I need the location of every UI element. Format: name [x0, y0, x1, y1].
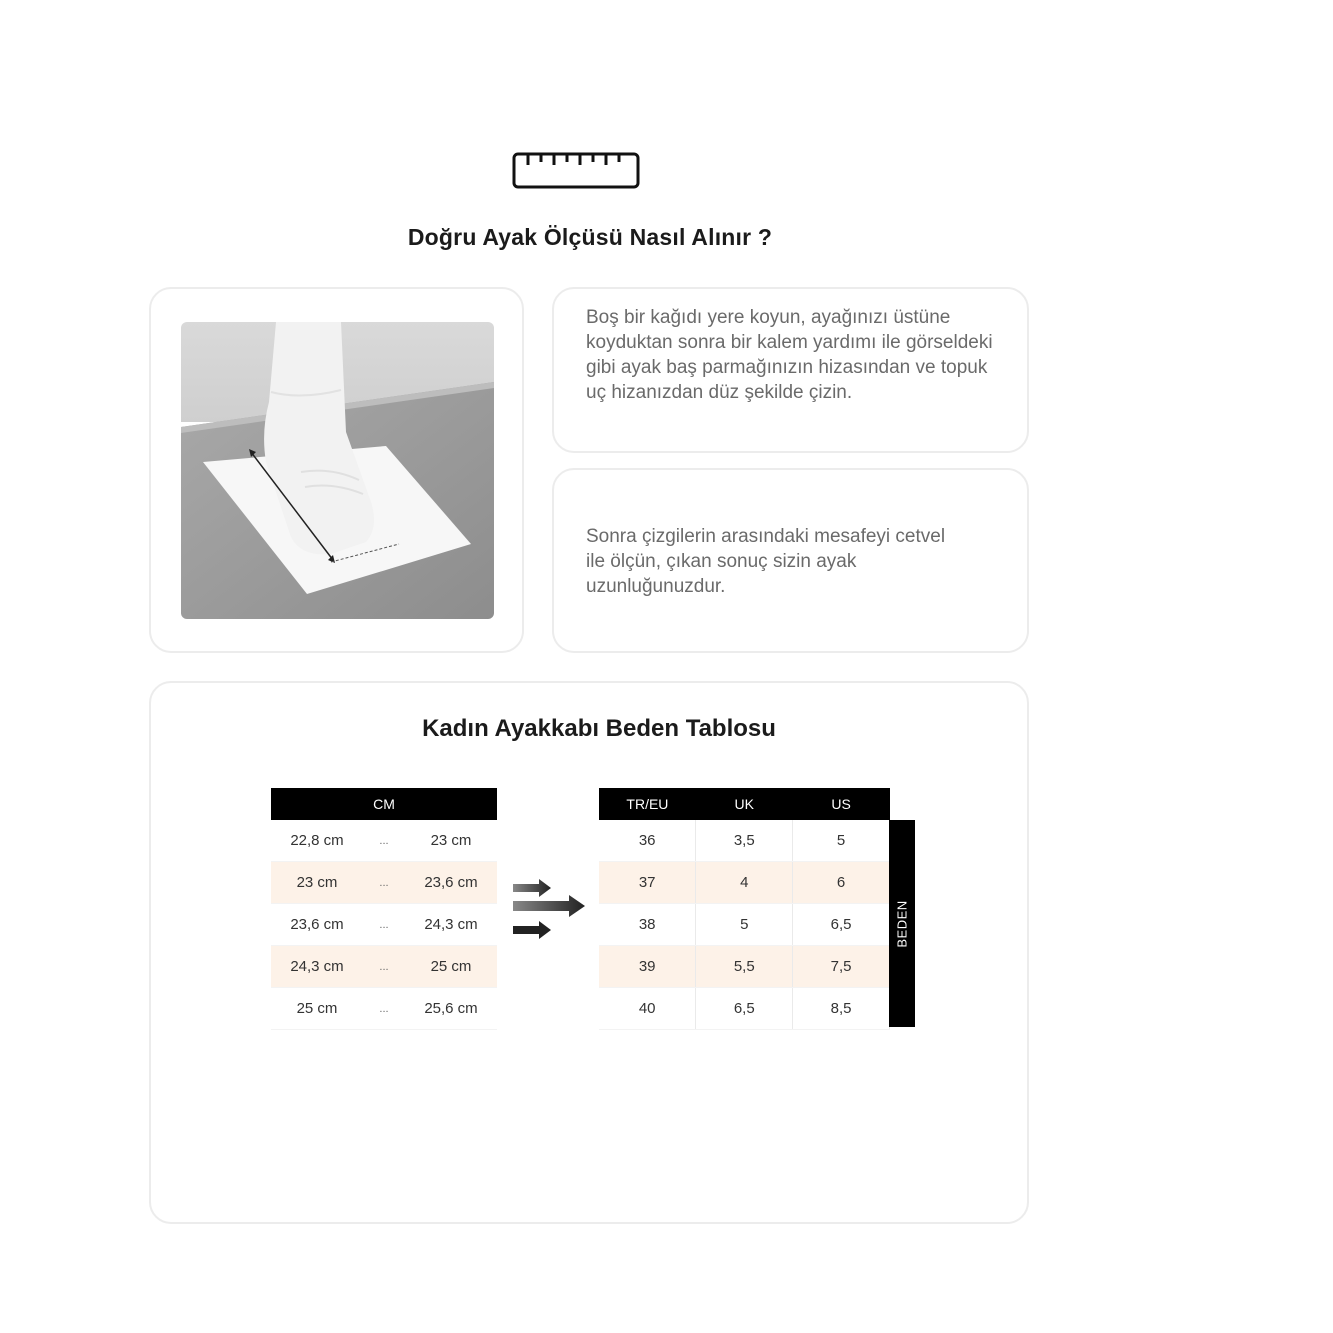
- cm-to: 23 cm: [405, 820, 497, 862]
- table-row: [599, 946, 890, 988]
- table-row: [599, 904, 890, 946]
- table-row: [271, 946, 497, 988]
- cm-to: 25,6 cm: [405, 988, 497, 1030]
- size-uk: 5: [696, 904, 793, 946]
- table-row: [599, 820, 890, 862]
- size-uk: 4: [696, 862, 793, 904]
- arrows-right-icon: [511, 876, 587, 946]
- size-us: 5: [793, 820, 890, 862]
- beden-label-text: BEDEN: [894, 899, 910, 948]
- table-row: [599, 862, 890, 904]
- cm-from: 25 cm: [271, 988, 363, 1030]
- instruction-text-2: Sonra çizgilerin arasındaki mesafeyi cetvel ile ölçün, çıkan sonuç sizin ayak uzunluğunuzdur.: [586, 526, 946, 597]
- cm-header: CM: [271, 788, 497, 820]
- cm-from: 22,8 cm: [271, 820, 363, 862]
- table-row: [271, 862, 497, 904]
- size-tr-eu: 37: [599, 862, 696, 904]
- table-row: [271, 904, 497, 946]
- cm-from: 23,6 cm: [271, 904, 363, 946]
- cm-sep: ...: [363, 904, 405, 946]
- cm-to: 24,3 cm: [405, 904, 497, 946]
- size-tr-eu: 38: [599, 904, 696, 946]
- size-tr-eu: 36: [599, 820, 696, 862]
- table-row: [271, 820, 497, 862]
- beden-side-label: [889, 820, 915, 1027]
- header-uk: UK: [696, 788, 793, 820]
- page-title: Doğru Ayak Ölçüsü Nasıl Alınır ?: [407, 224, 773, 250]
- cm-table: [271, 788, 497, 1030]
- cm-to: 25 cm: [405, 946, 497, 988]
- foot-measure-image: [181, 322, 494, 619]
- size-table-title: Kadın Ayakkabı Beden Tablosu: [422, 715, 776, 742]
- cm-sep: ...: [363, 820, 405, 862]
- cm-sep: ...: [363, 946, 405, 988]
- size-conversion-table: [599, 788, 890, 1030]
- table-row: [271, 988, 497, 1030]
- cm-sep: ...: [363, 862, 405, 904]
- size-table-card: [149, 681, 1029, 1224]
- foot-photo-card: [149, 287, 524, 653]
- size-us: 7,5: [793, 946, 890, 988]
- instruction-card-1: [552, 287, 1029, 453]
- ruler-icon: [512, 152, 640, 189]
- size-tr-eu: 40: [599, 988, 696, 1030]
- size-us: 6: [793, 862, 890, 904]
- instruction-text-1: Boş bir kağıdı yere koyun, ayağınızı üstüne koyduktan sonra bir kalem yardımı ile görseldeki gibi ayak baş parmağınızın hizasından ve topuk uç hizanızdan düz şekilde çizin.: [586, 307, 993, 403]
- size-uk: 3,5: [696, 820, 793, 862]
- table-row: [599, 988, 890, 1030]
- size-us: 6,5: [793, 904, 890, 946]
- cm-from: 23 cm: [271, 862, 363, 904]
- cm-sep: ...: [363, 988, 405, 1030]
- size-uk: 5,5: [696, 946, 793, 988]
- cm-from: 24,3 cm: [271, 946, 363, 988]
- size-tr-eu: 39: [599, 946, 696, 988]
- header-us: US: [793, 788, 890, 820]
- instruction-card-2: [552, 468, 1029, 653]
- header-tr-eu: TR/EU: [599, 788, 696, 820]
- size-uk: 6,5: [696, 988, 793, 1030]
- cm-to: 23,6 cm: [405, 862, 497, 904]
- size-us: 8,5: [793, 988, 890, 1030]
